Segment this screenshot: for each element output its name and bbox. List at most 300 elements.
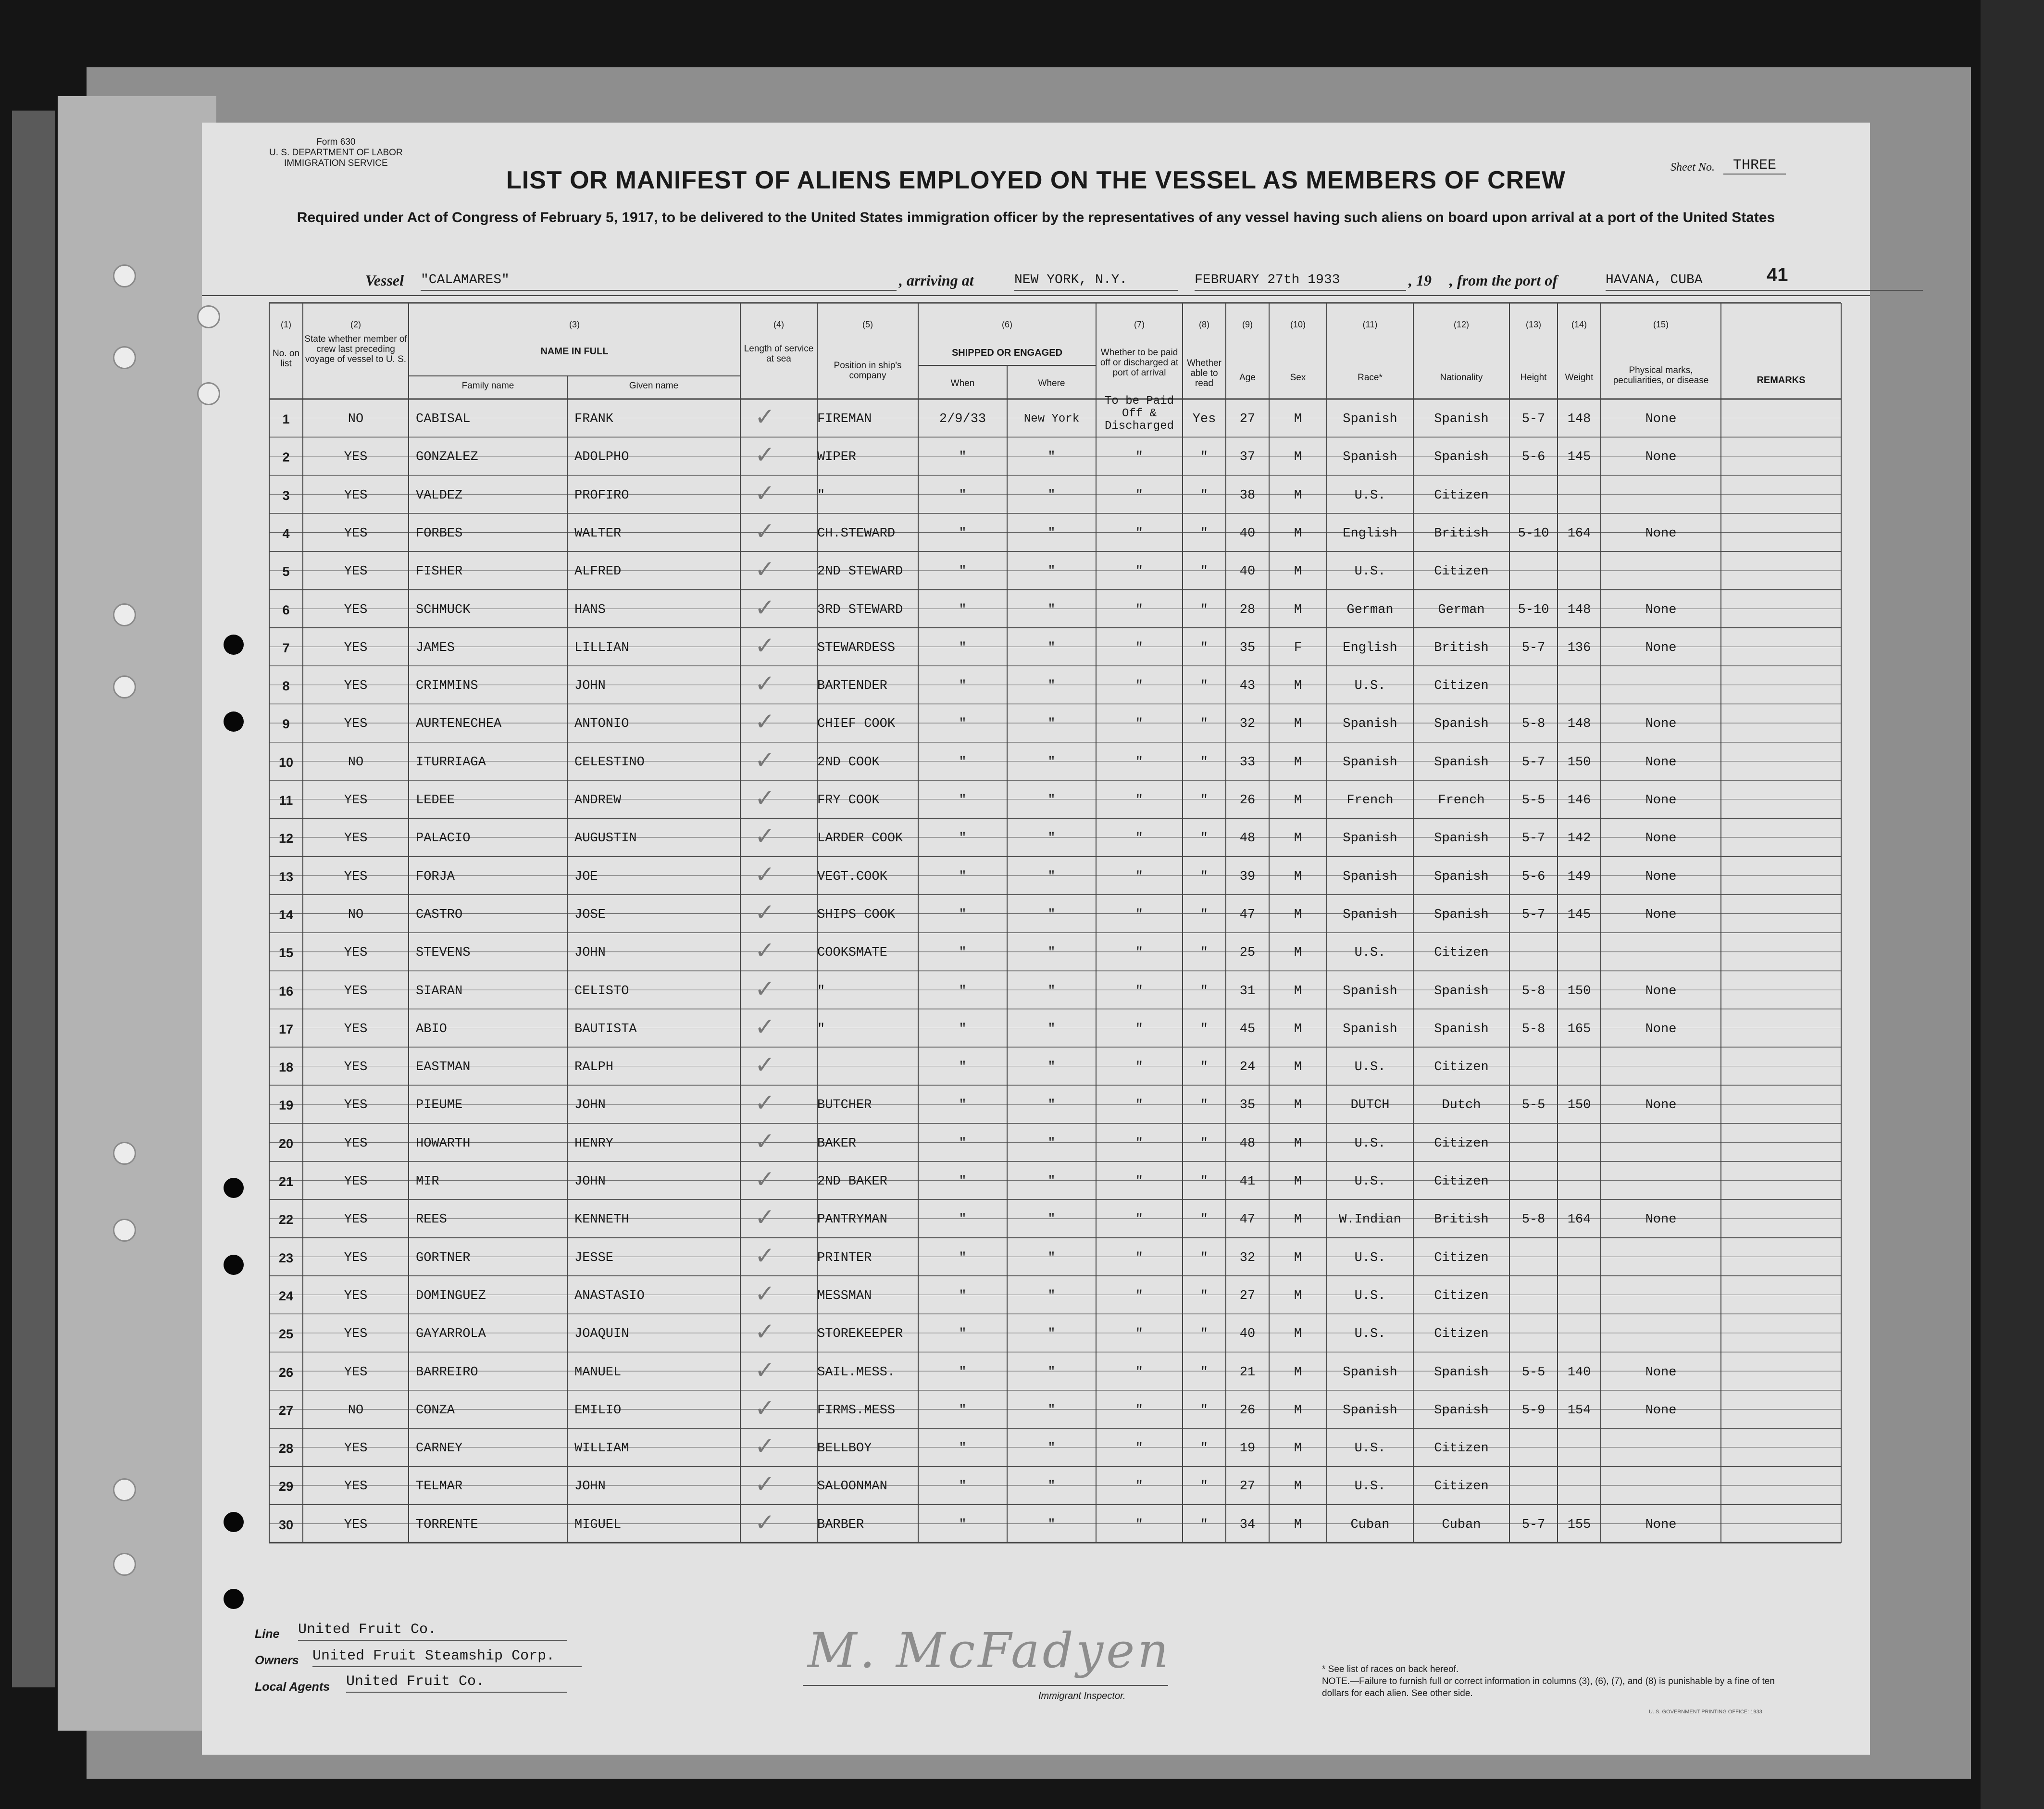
arrival-date: FEBRUARY 27th 1933 [1195, 273, 1406, 291]
cell-weight: 165 [1567, 1022, 1591, 1036]
cell-sex: M [1294, 488, 1302, 503]
table-row [202, 1352, 1870, 1390]
col-num-9: (9) [1242, 320, 1253, 329]
service-check-icon: ✓ [755, 746, 775, 774]
cell-where: " [1047, 1060, 1056, 1075]
cell-age: 40 [1239, 1327, 1256, 1342]
cell-read: " [1200, 602, 1209, 617]
table-row [202, 1199, 1870, 1237]
service-check-icon: ✓ [755, 822, 775, 850]
crew-rows [202, 123, 1870, 1755]
service-check-icon: ✓ [755, 974, 775, 1003]
table-row [202, 437, 1870, 475]
race-note: * See list of races on back hereof. [1322, 1664, 1459, 1674]
cell-race: Spanish [1343, 1365, 1397, 1380]
cell-given: MANUEL [574, 1365, 622, 1380]
cell-read: " [1200, 1327, 1209, 1342]
cell-read: " [1200, 1441, 1209, 1456]
cell-given: PROFIRO [574, 488, 629, 503]
cell-position: 2ND BAKER [817, 1174, 887, 1189]
cell-race: Spanish [1343, 412, 1397, 426]
cell-position: BARBER [817, 1517, 864, 1532]
cell-position: 2ND STEWARD [817, 564, 903, 579]
cell-no: 9 [282, 717, 290, 732]
cell-paid: " [1135, 984, 1144, 998]
cell-prev: YES [344, 1517, 368, 1532]
cell-height: 5-10 [1518, 602, 1549, 617]
col-num-13: (13) [1525, 320, 1541, 329]
cell-nationality: Citizen [1434, 1288, 1489, 1303]
cell-family: GORTNER [416, 1250, 471, 1265]
punch-hole [113, 264, 136, 287]
manifest-sheet [202, 123, 1870, 1755]
cell-age: 39 [1239, 869, 1256, 884]
table-row [202, 1238, 1870, 1276]
header-shipped: SHIPPED OR ENGAGED [951, 348, 1063, 358]
cell-read: " [1200, 526, 1209, 541]
cell-position: STEWARDESS [817, 640, 896, 655]
cell-where: New York [1023, 412, 1080, 425]
cell-given: JOHN [574, 1098, 606, 1113]
cell-where: " [1047, 564, 1056, 579]
cell-weight [1558, 1134, 1601, 1153]
table-row [202, 1505, 1870, 1543]
cell-prev: YES [344, 1441, 368, 1456]
cell-no: 11 [279, 793, 293, 808]
service-check-icon: ✓ [755, 1012, 775, 1041]
cell-race: Spanish [1343, 717, 1397, 732]
cell-position: BAKER [817, 1136, 857, 1151]
cell-position: " [817, 488, 825, 503]
cell-weight [1558, 676, 1601, 696]
cell-sex: M [1294, 1022, 1302, 1036]
cell-height: 5-8 [1521, 1022, 1545, 1036]
cell-no: 29 [278, 1479, 294, 1494]
table-row [202, 1009, 1870, 1047]
cell-height: 5-7 [1521, 907, 1545, 922]
col-num-15: (15) [1653, 320, 1669, 329]
cell-where: " [1047, 450, 1056, 465]
cell-where: " [1047, 526, 1056, 541]
cell-paid: " [1135, 793, 1144, 808]
cell-where: " [1047, 755, 1056, 770]
cell-position: 2ND COOK [817, 755, 880, 770]
cell-nationality: Citizen [1434, 1441, 1489, 1456]
cell-position: BARTENDER [817, 679, 887, 694]
cell-prev: NO [348, 412, 364, 426]
cell-when: " [959, 907, 967, 922]
cell-race: U.S. [1354, 488, 1386, 503]
header-state-member: State whether member of crew last preceding voyage of vessel to U. S. [304, 334, 407, 364]
cell-race: Spanish [1343, 755, 1397, 770]
table-row [202, 857, 1870, 895]
cell-paid: " [1135, 450, 1144, 465]
cell-race: W.Indian [1339, 1212, 1401, 1227]
department-name: U. S. DEPARTMENT OF LABOR [269, 148, 403, 158]
table-row [202, 513, 1870, 551]
cell-read: " [1200, 984, 1209, 998]
cell-position: MESSMAN [817, 1288, 872, 1303]
cell-weight [1558, 1058, 1601, 1077]
col-num-10: (10) [1290, 320, 1306, 329]
cell-weight: 148 [1567, 602, 1591, 617]
cell-physical: None [1645, 1403, 1677, 1418]
cell-nationality: Spanish [1434, 1022, 1489, 1036]
cell-race: U.S. [1354, 1250, 1386, 1265]
cell-weight: 155 [1567, 1517, 1591, 1532]
inspector-signature: M. McFadyen [808, 1622, 1172, 1679]
cell-race: U.S. [1354, 1136, 1386, 1151]
service-name: IMMIGRATION SERVICE [284, 158, 388, 168]
cell-where: " [1047, 1441, 1056, 1456]
cell-height [1509, 1248, 1558, 1268]
cell-no: 1 [282, 412, 290, 426]
cell-where: " [1047, 946, 1056, 961]
header-physical: Physical marks, peculiarities, or disease [1613, 365, 1709, 386]
cell-family: GAYARROLA [416, 1327, 486, 1342]
cell-family: ITURRIAGA [416, 755, 486, 770]
cell-age: 24 [1239, 1060, 1256, 1075]
cell-position: SHIPS COOK [817, 907, 896, 922]
service-check-icon: ✓ [755, 1508, 775, 1536]
cell-nationality: Citizen [1434, 1327, 1489, 1342]
sheet-label: Sheet No. [1670, 161, 1715, 174]
service-check-icon: ✓ [755, 898, 775, 926]
header-length-service: Length of service at sea [744, 344, 814, 364]
cell-family: CABISAL [416, 412, 471, 426]
cell-height [1509, 676, 1558, 696]
cell-race: U.S. [1354, 564, 1386, 579]
cell-family: PIEUME [416, 1098, 463, 1113]
cell-paid: " [1135, 564, 1144, 579]
service-check-icon: ✓ [755, 1432, 775, 1460]
cell-given: JOSE [574, 907, 606, 922]
cell-age: 32 [1239, 1250, 1256, 1265]
table-row [202, 1276, 1870, 1314]
cell-nationality: Spanish [1434, 412, 1489, 426]
cell-when: " [959, 602, 967, 617]
cell-where: " [1047, 984, 1056, 998]
cell-prev: NO [348, 1403, 364, 1418]
cell-prev: YES [344, 679, 368, 694]
cell-nationality: Citizen [1434, 1479, 1489, 1494]
cell-age: 47 [1239, 907, 1256, 922]
table-row [202, 1047, 1870, 1085]
cell-sex: M [1294, 526, 1302, 541]
cell-race: U.S. [1354, 1060, 1386, 1075]
cell-height [1509, 1058, 1558, 1077]
cell-nationality: Citizen [1434, 1250, 1489, 1265]
cell-race: U.S. [1354, 1479, 1386, 1494]
cell-age: 43 [1239, 679, 1256, 694]
cell-race: Spanish [1343, 1022, 1397, 1036]
cell-prev: YES [344, 869, 368, 884]
cell-weight: 145 [1567, 907, 1591, 922]
cell-where: " [1047, 1022, 1056, 1036]
cell-age: 27 [1239, 412, 1256, 426]
cell-when: " [959, 450, 967, 465]
cell-nationality: Citizen [1434, 1174, 1489, 1189]
cell-when: " [959, 1250, 967, 1265]
cell-no: 14 [278, 907, 294, 922]
cell-race: Spanish [1343, 450, 1397, 465]
cell-height: 5-7 [1521, 831, 1545, 846]
cell-sex: M [1294, 412, 1302, 426]
header-age: Age [1239, 373, 1256, 383]
table-row [202, 551, 1870, 589]
cell-sex: M [1294, 1250, 1302, 1265]
cell-physical [1601, 1134, 1721, 1153]
vessel-name: "CALAMARES" [421, 273, 897, 291]
cell-race: Cuban [1350, 1517, 1390, 1532]
cell-position: SALOONMAN [817, 1479, 887, 1494]
cell-read: " [1200, 1136, 1209, 1151]
cell-position: PANTRYMAN [817, 1212, 887, 1227]
right-binding-strip [1981, 0, 2044, 1809]
cell-paid: " [1135, 1479, 1144, 1494]
left-binding-strip [12, 111, 55, 1687]
cell-family: SCHMUCK [416, 602, 471, 617]
cell-where: " [1047, 1479, 1056, 1494]
service-check-icon: ✓ [755, 403, 775, 431]
header-sex: Sex [1290, 373, 1306, 383]
cell-where: " [1047, 1136, 1056, 1151]
cell-position: FRY COOK [817, 793, 880, 808]
cell-height [1509, 943, 1558, 962]
cell-family: VALDEZ [416, 488, 463, 503]
cell-prev: YES [344, 602, 368, 617]
cell-family: LEDEE [416, 793, 455, 808]
page-subtitle: Required under Act of Congress of February 5, 1917, to be delivered to the United States immigration officer by the representatives of any vessel having such aliens on board upon arrival at a port of the United States [297, 210, 1775, 225]
cell-height [1509, 1172, 1558, 1191]
cell-physical [1601, 1058, 1721, 1077]
cell-height: 5-10 [1518, 526, 1549, 541]
cell-when: " [959, 1136, 967, 1151]
cell-paid: " [1135, 1174, 1144, 1189]
table-row [202, 1466, 1870, 1504]
cell-nationality: Dutch [1442, 1098, 1481, 1113]
header-nationality: Nationality [1440, 373, 1483, 383]
cell-when: " [959, 488, 967, 503]
line-value: United Fruit Co. [298, 1622, 567, 1641]
cell-family: CASTRO [416, 907, 463, 922]
cell-height [1509, 1134, 1558, 1153]
cell-family: EASTMAN [416, 1060, 471, 1075]
service-check-icon: ✓ [755, 708, 775, 736]
cell-when: " [959, 679, 967, 694]
cell-sex: M [1294, 564, 1302, 579]
cell-prev: YES [344, 1327, 368, 1342]
cell-prev: YES [344, 1250, 368, 1265]
cell-where: " [1047, 640, 1056, 655]
cell-prev: YES [344, 1174, 368, 1189]
cell-prev: YES [344, 1136, 368, 1151]
cell-family: JAMES [416, 640, 455, 655]
cell-weight: 140 [1567, 1365, 1591, 1380]
cell-where: " [1047, 602, 1056, 617]
cell-prev: YES [344, 1365, 368, 1380]
cell-family: FISHER [416, 564, 463, 579]
cell-when: " [959, 1060, 967, 1075]
cell-position: LARDER COOK [817, 831, 903, 846]
cell-when: " [959, 1212, 967, 1227]
header-height: Height [1520, 373, 1547, 383]
cell-physical: None [1645, 907, 1677, 922]
cell-age: 21 [1239, 1365, 1256, 1380]
punch-hole [113, 1142, 136, 1165]
service-check-icon: ✓ [755, 1089, 775, 1117]
cell-read: " [1200, 1174, 1209, 1189]
service-check-icon: ✓ [755, 1241, 775, 1270]
col-num-2: (2) [350, 320, 361, 329]
cell-family: FORBES [416, 526, 463, 541]
cell-race: U.S. [1354, 946, 1386, 961]
cell-weight: 150 [1567, 1098, 1591, 1113]
cell-sex: M [1294, 1174, 1302, 1189]
owners-label: Owners [255, 1654, 299, 1667]
cell-nationality: Spanish [1434, 1403, 1489, 1418]
cell-when: " [959, 755, 967, 770]
cell-weight: 164 [1567, 1212, 1591, 1227]
col-num-8: (8) [1199, 320, 1209, 329]
cell-no: 16 [278, 984, 294, 998]
agents-value: United Fruit Co. [346, 1673, 567, 1693]
cell-age: 35 [1239, 1098, 1256, 1113]
cell-paid: " [1135, 869, 1144, 884]
cell-prev: YES [344, 488, 368, 503]
service-check-icon: ✓ [755, 631, 775, 660]
cell-given: ADOLPHO [574, 450, 629, 465]
cell-paid: " [1135, 679, 1144, 694]
cell-physical [1601, 1248, 1721, 1268]
service-check-icon: ✓ [755, 593, 775, 622]
cell-physical: None [1645, 1212, 1677, 1227]
cell-family: HOWARTH [416, 1136, 471, 1151]
cell-given: HENRY [574, 1136, 614, 1151]
cell-where: " [1047, 1250, 1056, 1265]
cell-given: WILLIAM [574, 1441, 629, 1456]
cell-sex: M [1294, 602, 1302, 617]
cell-race: German [1346, 602, 1394, 617]
cell-when: " [959, 831, 967, 846]
cell-paid: " [1135, 1517, 1144, 1532]
cell-paid: " [1135, 946, 1144, 961]
inspector-caption: Immigrant Inspector. [1038, 1691, 1126, 1701]
cell-height: 5-8 [1521, 1212, 1545, 1227]
cell-nationality: German [1438, 602, 1485, 617]
cell-read: " [1200, 1022, 1209, 1036]
cell-read: " [1200, 679, 1209, 694]
cell-weight [1558, 562, 1601, 581]
cell-race: U.S. [1354, 1441, 1386, 1456]
table-row [202, 780, 1870, 818]
cell-sex: M [1294, 984, 1302, 998]
cell-weight: 142 [1567, 831, 1591, 846]
cell-family: REES [416, 1212, 447, 1227]
cell-nationality: Spanish [1434, 450, 1489, 465]
cell-read: " [1200, 869, 1209, 884]
service-check-icon: ✓ [755, 784, 775, 812]
cell-given: ANTONIO [574, 717, 629, 732]
cell-position: SAIL.MESS. [817, 1365, 896, 1380]
cell-paid: " [1135, 1136, 1144, 1151]
cell-given: JOAQUIN [574, 1327, 629, 1342]
cell-age: 26 [1239, 793, 1256, 808]
cell-position: FIRMS.MESS [817, 1403, 896, 1418]
cell-family: STEVENS [416, 946, 471, 961]
cell-read: " [1200, 640, 1209, 655]
cell-weight: 149 [1567, 869, 1591, 884]
cell-family: CONZA [416, 1403, 455, 1418]
cell-given: KENNETH [574, 1212, 629, 1227]
cell-family: FORJA [416, 869, 455, 884]
cell-nationality: Citizen [1434, 946, 1489, 961]
cell-paid: " [1135, 717, 1144, 732]
cell-height: 5-7 [1521, 640, 1545, 655]
cell-given: ANASTASIO [574, 1288, 645, 1303]
cell-weight: 164 [1567, 526, 1591, 541]
cell-read: " [1200, 1365, 1209, 1380]
cell-when: " [959, 984, 967, 998]
cell-family: ABIO [416, 1022, 447, 1036]
cell-height: 5-9 [1521, 1403, 1545, 1418]
cell-when: " [959, 1403, 967, 1418]
punch-hole [113, 1219, 136, 1242]
table-row [202, 1428, 1870, 1466]
cell-weight [1558, 1172, 1601, 1191]
cell-prev: YES [344, 1022, 368, 1036]
cell-when: " [959, 640, 967, 655]
cell-read: " [1200, 1479, 1209, 1494]
cell-where: " [1047, 831, 1056, 846]
cell-weight: 146 [1567, 793, 1591, 808]
cell-sex: M [1294, 1060, 1302, 1075]
cell-read: " [1200, 1517, 1209, 1532]
table-row [202, 895, 1870, 933]
cell-no: 5 [282, 564, 290, 579]
cell-nationality: Spanish [1434, 717, 1489, 732]
col-num-14: (14) [1571, 320, 1587, 329]
cell-sex: M [1294, 831, 1302, 846]
cell-no: 10 [278, 755, 294, 770]
cell-age: 40 [1239, 564, 1256, 579]
cell-nationality: British [1434, 1212, 1489, 1227]
service-check-icon: ✓ [755, 670, 775, 698]
service-check-icon: ✓ [755, 936, 775, 965]
cell-read: " [1200, 1060, 1209, 1075]
cell-where: " [1047, 1174, 1056, 1189]
printer-credit: U. S. GOVERNMENT PRINTING OFFICE: 1933 [1649, 1709, 1762, 1715]
cell-nationality: Spanish [1434, 869, 1489, 884]
cell-position: STOREKEEPER [817, 1327, 903, 1342]
service-check-icon: ✓ [755, 1203, 775, 1232]
cell-sex: M [1294, 1136, 1302, 1151]
cell-sex: M [1294, 1479, 1302, 1494]
cell-race: French [1346, 793, 1394, 808]
header-weight: Weight [1565, 373, 1594, 383]
cell-paid: " [1135, 640, 1144, 655]
cell-nationality: Citizen [1434, 1060, 1489, 1075]
col-num-11: (11) [1362, 320, 1378, 329]
cell-given: BAUTISTA [574, 1022, 637, 1036]
cell-physical: None [1645, 602, 1677, 617]
punch-hole [113, 675, 136, 699]
cell-race: U.S. [1354, 1327, 1386, 1342]
cell-prev: YES [344, 1098, 368, 1113]
header-name-in-full: NAME IN FULL [540, 346, 609, 357]
cell-age: 32 [1239, 717, 1256, 732]
cell-physical [1601, 562, 1721, 581]
